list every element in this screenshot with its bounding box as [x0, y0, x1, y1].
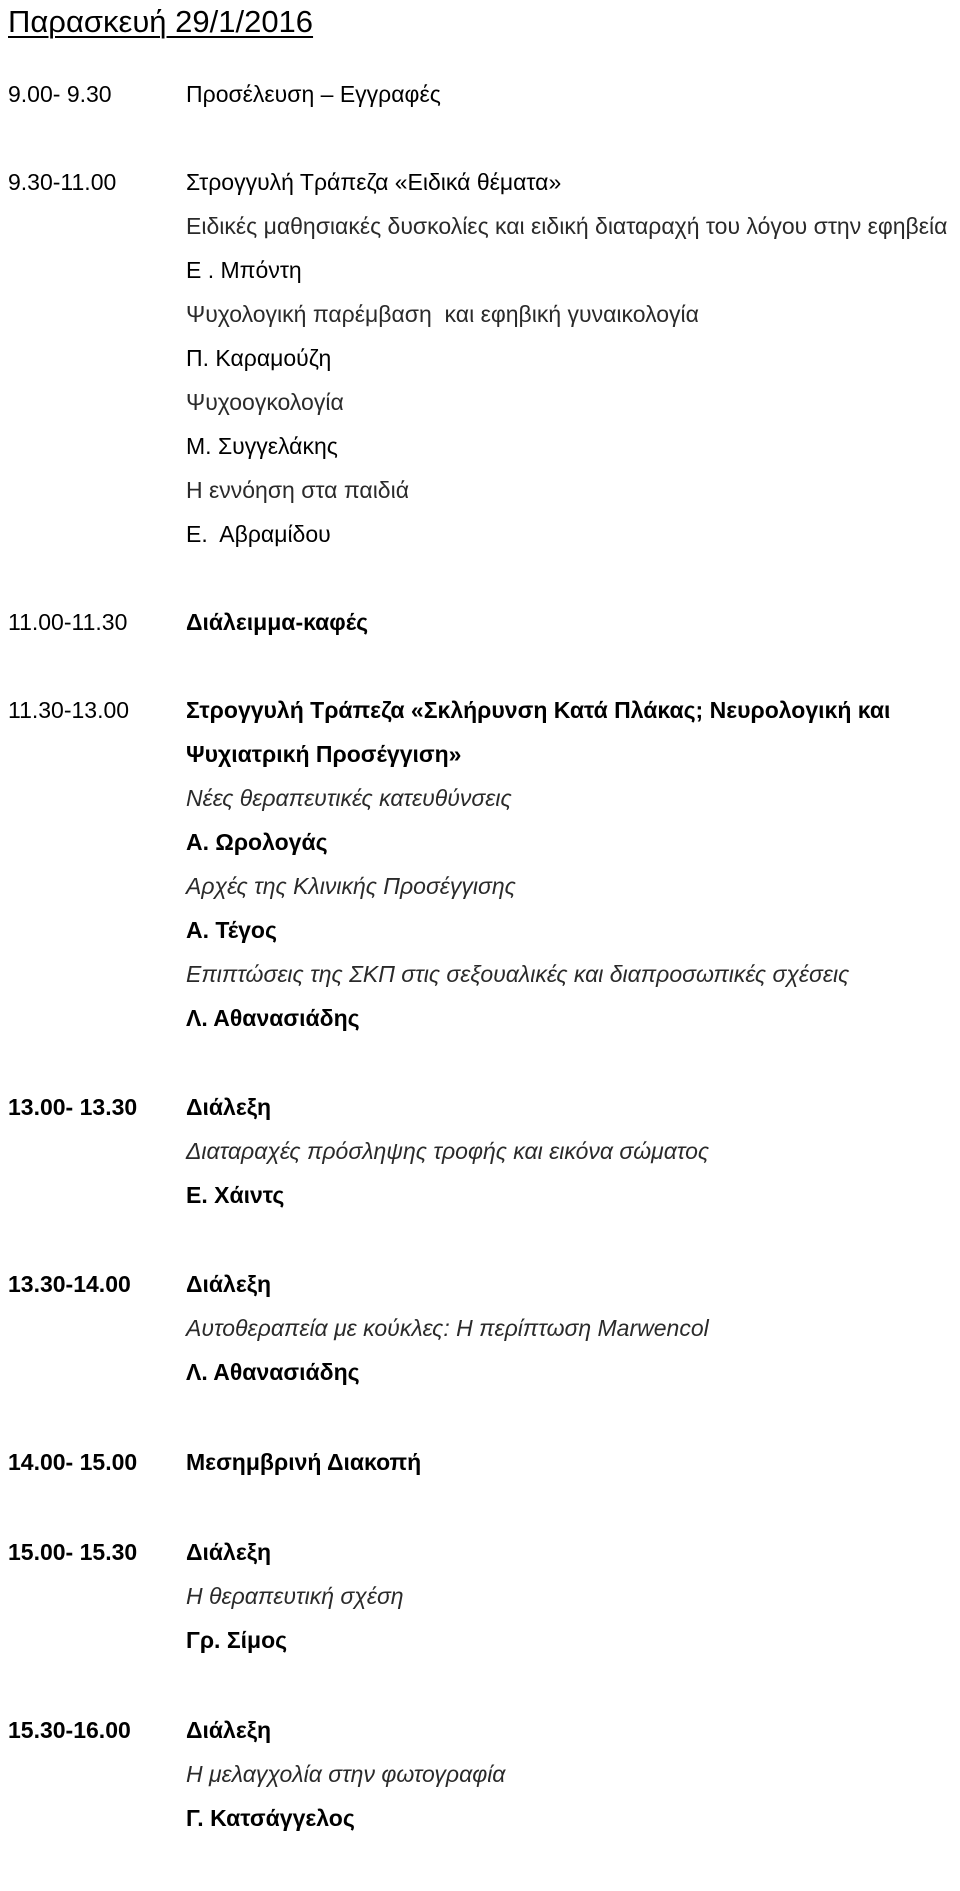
session-body — [186, 1530, 948, 1662]
session-heading: Στρογγυλή Τράπεζα «Ειδικά θέματα» — [186, 169, 562, 195]
session-8 — [8, 1708, 948, 1840]
talk-topic: Ψυχολογική παρέμβαση και εφηβική γυναικολογία — [186, 301, 699, 327]
talk-speaker: Π. Καραμούζη — [186, 345, 332, 371]
page-title: Παρασκευή 29/1/2016 — [8, 4, 314, 39]
session-body — [186, 160, 948, 556]
session-heading: Διάλεξη — [186, 1094, 272, 1120]
talk-speaker: Γ. Κατσάγγελος — [186, 1805, 355, 1831]
session-3 — [8, 688, 948, 1040]
talk-topic: Αυτοθεραπεία με κούκλες: Η περίπτωση Marwencol — [186, 1315, 709, 1341]
session-body — [186, 1440, 948, 1484]
talk-topic: Η θεραπευτική σχέση — [186, 1583, 404, 1609]
session-time: 9.30-11.00 — [8, 169, 117, 195]
session-heading: Διάλειμμα-καφές — [186, 609, 369, 635]
session-time: 11.30-13.00 — [8, 697, 130, 723]
session-heading: Διάλεξη — [186, 1271, 272, 1297]
session-time: 13.30-14.00 — [8, 1271, 131, 1297]
session-heading: Διάλεξη — [186, 1539, 272, 1565]
session-2 — [8, 600, 948, 644]
session-time: 15.00- 15.30 — [8, 1539, 138, 1565]
talk-speaker: Ε. Χάιντς — [186, 1182, 285, 1208]
session-body — [186, 1085, 948, 1217]
talk-speaker: Ε. Αβραμίδου — [186, 521, 331, 547]
talk-speaker: Α. Τέγος — [186, 917, 277, 943]
session-4 — [8, 1085, 948, 1217]
talk-topic: Ειδικές μαθησιακές δυσκολίες και ειδική διαταραχή του λόγου στην εφηβεία — [186, 213, 948, 239]
session-body — [186, 72, 948, 116]
session-5 — [8, 1262, 948, 1394]
session-body — [186, 1262, 948, 1394]
session-time: 11.00-11.30 — [8, 609, 128, 635]
session-time: 14.00- 15.00 — [8, 1449, 138, 1475]
session-time: 15.30-16.00 — [8, 1717, 131, 1743]
talk-speaker: Ε . Μπόντη — [186, 257, 302, 283]
talk-speaker: Γρ. Σίμος — [186, 1627, 288, 1653]
session-heading: Στρογγυλή Τράπεζα «Σκλήρυνση Κατά Πλάκας; Νευρολογική και Ψυχιατρική Προσέγγιση» — [186, 697, 897, 767]
talk-speaker: Μ. Συγγελάκης — [186, 433, 338, 459]
session-heading: Προσέλευση – Εγγραφές — [186, 81, 441, 107]
talk-topic: Ψυχοογκολογία — [186, 389, 344, 415]
talk-topic: Αρχές της Κλινικής Προσέγγισης — [186, 873, 516, 899]
talk-speaker: Λ. Αθανασιάδης — [186, 1005, 360, 1031]
session-time: 9.00- 9.30 — [8, 81, 112, 107]
session-body — [186, 688, 948, 1040]
session-1 — [8, 160, 948, 556]
session-6 — [8, 1440, 948, 1484]
session-heading: Μεσημβρινή Διακοπή — [186, 1449, 422, 1475]
session-7 — [8, 1530, 948, 1662]
session-body — [186, 600, 948, 644]
session-heading: Διάλεξη — [186, 1717, 272, 1743]
talk-speaker: Α. Ωρολογάς — [186, 829, 328, 855]
talk-topic: Επιπτώσεις της ΣΚΠ στις σεξουαλικές και διαπροσωπικές σχέσεις — [186, 961, 850, 987]
document-page — [8, 0, 948, 1840]
talk-topic: Νέες θεραπευτικές κατευθύνσεις — [186, 785, 512, 811]
session-body — [186, 1708, 948, 1840]
session-0 — [8, 72, 948, 116]
talk-speaker: Λ. Αθανασιάδης — [186, 1359, 360, 1385]
session-time: 13.00- 13.30 — [8, 1094, 138, 1120]
talk-topic: Διαταραχές πρόσληψης τροφής και εικόνα σώματος — [186, 1138, 710, 1164]
talk-topic: Η εννόηση στα παιδιά — [186, 477, 410, 503]
talk-topic: Η μελαγχολία στην φωτογραφία — [186, 1761, 506, 1787]
